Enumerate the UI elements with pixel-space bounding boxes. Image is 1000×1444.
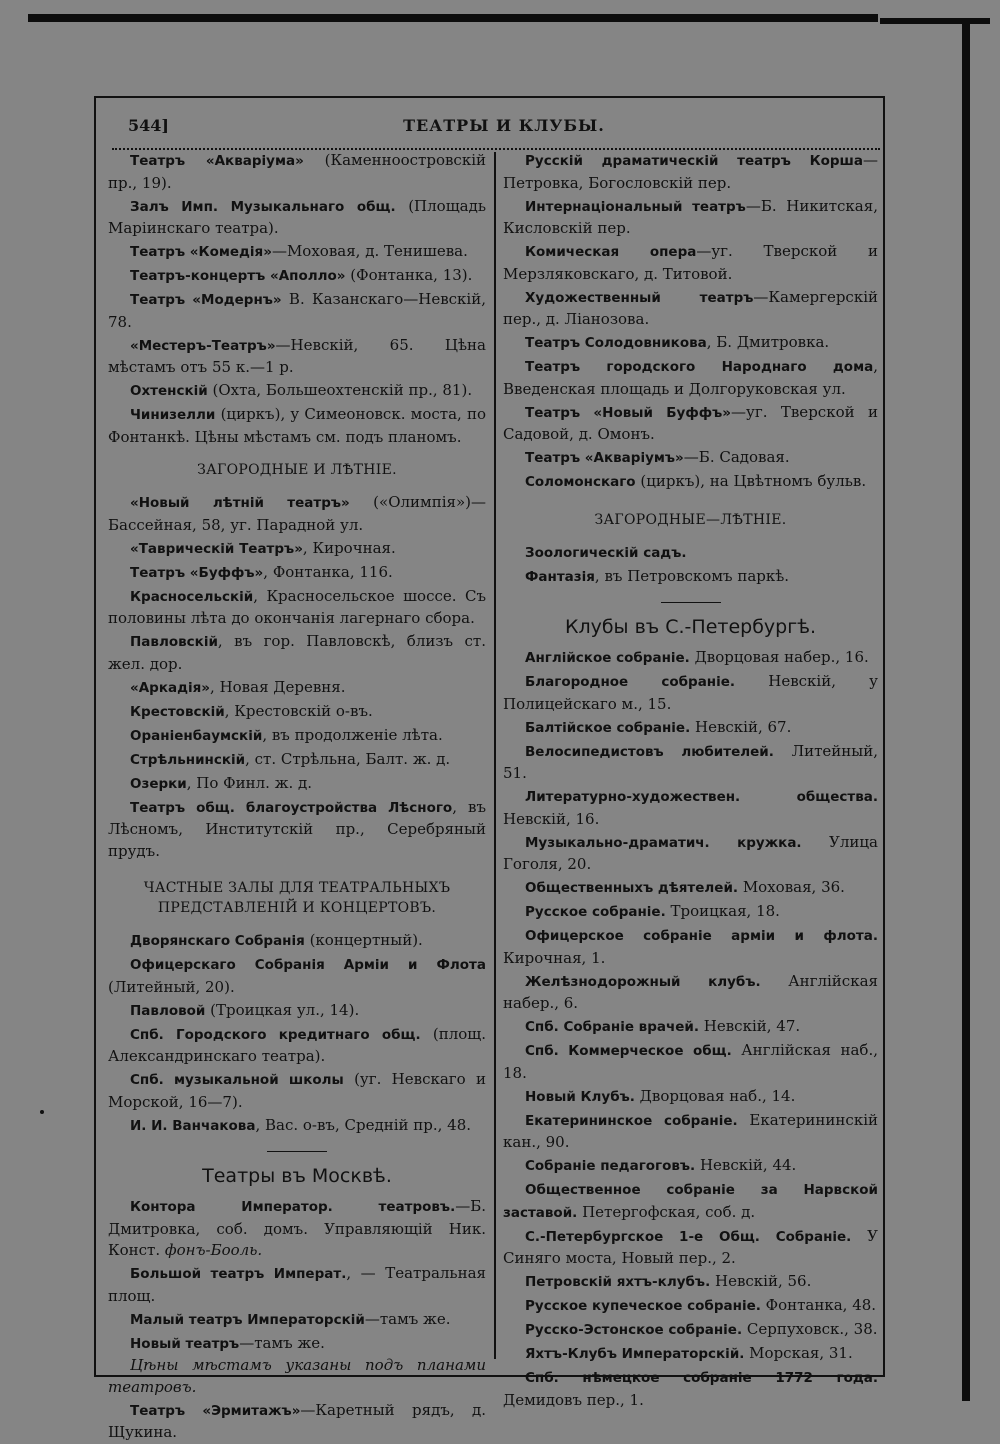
list-item — [503, 901, 878, 924]
list-item — [503, 671, 878, 715]
entry-address: Невскій, 44. — [695, 1156, 797, 1174]
entry-name: Театръ-концертъ «Аполло» — [130, 268, 346, 284]
scan-edge-top — [28, 14, 878, 22]
list-item — [108, 1263, 486, 1307]
entry-address: Невскій, 16. — [503, 809, 600, 828]
entry-name: Русскій драматическій театръ Корша — [525, 153, 863, 169]
entry-address: Демидовъ пер., 1. — [503, 1390, 644, 1409]
moscow-suburban-list — [503, 542, 878, 589]
list-item — [108, 797, 486, 863]
list-item — [503, 287, 878, 331]
entry-address: Фонтанка, 48. — [760, 1296, 877, 1314]
entry-name: Желѣзнодорожный клубъ. — [525, 973, 761, 990]
entry-name: Интернаціональный театръ — [525, 198, 746, 215]
entry-address: , Кирочная. — [302, 538, 396, 557]
entry-name: Новый театръ — [130, 1335, 240, 1352]
entry-name: Спб. Городского кредитнаго общ. — [130, 1026, 421, 1043]
entry-address: —тамъ же. — [364, 1309, 451, 1328]
entry-name: Петровскій яхтъ-клубъ. — [525, 1274, 711, 1290]
entry-address: —Б. Никитская, Кисловскій пер. — [503, 196, 878, 237]
entry-address: —тамъ же. — [239, 1333, 325, 1352]
entry-address: , въ Петровскомъ паркѣ. — [594, 566, 790, 585]
list-item — [108, 701, 486, 724]
entry-address: —Моховая, д. Тенишева. — [271, 242, 468, 260]
entry-name: Новый Клубъ. — [525, 1088, 635, 1105]
moscow-last-entry — [108, 1400, 486, 1444]
entry-address: —уг. Тверской и Садовой, д. Омонъ. — [503, 402, 878, 443]
list-item — [503, 1179, 878, 1224]
list-item — [108, 1069, 486, 1113]
entry-address: (циркъ), у Симеоновск. моста, по Фонтанкѣ. Цѣны мѣстамъ см. подъ планомъ. — [108, 405, 486, 446]
entry-name: Ораніенбаумскій — [130, 727, 263, 744]
entry-address: , Новая Деревня. — [210, 677, 346, 696]
entry-address: , ст. Стрѣльна, Балт. ж. д. — [245, 749, 451, 768]
entry-name: Англійское собраніе. — [525, 650, 690, 666]
list-item — [503, 447, 878, 470]
list-item — [503, 1040, 878, 1084]
list-item — [503, 1226, 878, 1270]
running-title: ТЕАТРЫ И КЛУБЫ. — [403, 116, 605, 135]
entry-address: Литейный, 51. — [503, 741, 878, 782]
list-item — [503, 196, 878, 240]
entry-name: «Новый лѣтній театръ» — [130, 495, 350, 511]
entry-name: Театръ «Акваріумъ» — [525, 450, 684, 466]
list-item — [503, 402, 878, 446]
scan-speck — [40, 1110, 44, 1114]
entry-address: , По Финл. ж. д. — [186, 773, 313, 792]
moscow-theatres-list — [503, 150, 878, 494]
entry-address: Кирочная, 1. — [503, 948, 606, 967]
list-item — [108, 538, 486, 561]
list-item — [108, 1333, 486, 1356]
entry-name: Театръ городского Народнаго дома — [525, 359, 874, 375]
page-header — [128, 116, 880, 140]
list-item — [108, 562, 486, 585]
moscow-list — [108, 1196, 486, 1355]
entry-address: (Каменноостровскій пр., 19). — [108, 151, 486, 192]
list-item — [503, 717, 878, 740]
entry-address: Екатерининскій кан., 90. — [503, 1110, 878, 1151]
clubs-list — [503, 647, 878, 1411]
list-item — [503, 356, 878, 400]
entry-address: Невскій, 67. — [690, 717, 792, 736]
entry-name: Русско-Эстонское собраніе. — [525, 1322, 743, 1338]
list-item — [108, 289, 486, 333]
right-column — [503, 150, 878, 1411]
section-divider-right — [661, 602, 721, 603]
entry-address: (Литейный, 20). — [108, 977, 235, 996]
entry-address: («Олимпія»)—Бассейная, 58, уг. Парадной ул. — [108, 493, 486, 534]
entry-name: Спб. Собраніе врачей. — [525, 1019, 700, 1035]
entry-name: Дворянскаго Собранія — [130, 933, 305, 949]
left-column — [108, 150, 486, 1444]
spb-suburban-list — [108, 492, 486, 862]
entry-address: Серпуховск., 38. — [742, 1320, 878, 1338]
entry-name: Яхтъ-Клубъ Императорскій. — [525, 1346, 745, 1362]
list-item — [108, 1000, 486, 1023]
list-item — [108, 335, 486, 379]
entry-address: , въ гор. Павловскѣ, близъ ст. жел. дор. — [108, 632, 486, 673]
entry-address: —Каретный рядъ, д. Щукина. — [108, 1400, 487, 1441]
entry-address: —уг. Тверской и Мерзляковскаго, д. Титовой. — [503, 242, 878, 283]
entry-name: Красносельскій — [130, 588, 254, 605]
list-item — [503, 1155, 878, 1178]
entry-name: Зоологическій садъ. — [525, 544, 687, 561]
list-item — [108, 1309, 486, 1332]
entry-name: Спб. Коммерческое общ. — [525, 1043, 732, 1059]
list-item — [108, 492, 486, 536]
entry-italic: фонъ-Бооль. — [164, 1241, 263, 1259]
entry-name: Театръ «Новый Буффъ» — [525, 404, 732, 421]
entry-name: Собраніе педагоговъ. — [525, 1158, 696, 1174]
list-item — [108, 150, 486, 194]
entry-name: Русское собраніе. — [525, 904, 666, 920]
entry-address: Англійская наб., 18. — [503, 1041, 878, 1082]
entry-address: , Вас. о-въ, Средній пр., 48. — [255, 1115, 472, 1134]
entry-name: Театръ «Комедія» — [130, 244, 272, 260]
entry-address: Петергофская, соб. д. — [577, 1202, 756, 1221]
entry-name: Малый театръ Императорскій — [130, 1311, 365, 1328]
spb-theatres-list — [108, 150, 486, 448]
entry-name: Литературно-художествен. общества. — [525, 789, 878, 805]
entry-name: И. И. Ванчакова — [130, 1117, 256, 1134]
entry-address: (Троицкая ул., 14). — [205, 1000, 360, 1019]
list-item — [108, 954, 486, 998]
entry-address: Англійская набер., 6. — [503, 971, 878, 1012]
entry-address: Моховая, 36. — [738, 878, 845, 896]
entry-address: , въ Лѣсномъ, Институтскій пр., Серебряный прудъ. — [108, 797, 487, 860]
entry-address: , Фонтанка, 116. — [263, 562, 393, 581]
private-halls-list — [108, 930, 486, 1137]
list-item — [108, 1024, 486, 1068]
list-item — [108, 404, 486, 448]
entry-name: Екатерининское собраніе. — [525, 1112, 738, 1129]
entry-address: Улица Гоголя, 20. — [503, 832, 878, 873]
list-item — [108, 930, 486, 953]
entry-name: Театръ общ. благоустройства Лѣсного — [130, 799, 453, 816]
list-item — [108, 725, 486, 748]
list-item — [503, 1295, 878, 1318]
list-item — [503, 1110, 878, 1154]
entry-name: Русское купеческое собраніе. — [525, 1298, 761, 1314]
list-item — [503, 925, 878, 969]
list-item — [503, 786, 878, 830]
entry-name: Комическая опера — [525, 244, 697, 260]
entry-name: Офицерскаго Собранія Арміи и Флота — [130, 957, 486, 973]
entry-address: (Охта, Большеохтенскій пр., 81). — [207, 381, 473, 399]
entry-name: Павловскій — [130, 634, 218, 650]
entry-address: , Красносельское шоссе. Съ половины лѣта до окончанія лагернаго сбора. — [108, 586, 486, 627]
moscow-price-note: Цѣны мѣстамъ указаны подъ планами театровъ. — [108, 1356, 486, 1396]
list-item — [503, 832, 878, 876]
entry-address: В. Казанскаго—Невскій, 78. — [108, 290, 486, 331]
list-item — [503, 1343, 878, 1366]
list-item — [503, 332, 878, 355]
list-item — [503, 971, 878, 1015]
entry-name: Залъ Имп. Музыкальнаго общ. — [130, 198, 396, 215]
entry-address: Невскій, 47. — [699, 1017, 801, 1035]
entry-name: Чинизелли — [130, 407, 216, 423]
entry-address: , Б. Дмитровка. — [706, 333, 830, 351]
entry-address: , Крестовскій о-въ. — [224, 701, 373, 720]
section-divider — [267, 1151, 327, 1152]
list-item — [108, 773, 486, 796]
entry-name: С.-Петербургское 1-е Общ. Собраніе. — [525, 1228, 852, 1245]
entry-address: —Камергерскій пер., д. Ліанозова. — [503, 287, 878, 328]
list-item — [503, 1086, 878, 1109]
list-item — [503, 1016, 878, 1039]
list-item — [503, 877, 878, 900]
page-number: 544] — [128, 116, 169, 135]
entry-address: (Фонтанка, 13). — [345, 266, 473, 284]
entry-name: Охтенскій — [130, 383, 208, 399]
list-item — [503, 647, 878, 670]
heading-private-halls: ЧАСТНЫЕ ЗАЛЫ ДЛЯ ТЕАТРАЛЬНЫХЪ ПРЕДСТАВЛЕНІЙ И КОНЦЕРТОВЪ. — [143, 880, 451, 916]
entry-address: Морская, 31. — [744, 1344, 853, 1362]
entry-name: Театръ «Буффъ» — [130, 564, 264, 581]
entry-name: Крестовскій — [130, 703, 225, 720]
list-item — [503, 471, 878, 494]
entry-address: Троицкая, 18. — [665, 902, 780, 920]
entry-address: , — Театральная площ. — [108, 1264, 486, 1305]
entry-address: Дворцовая набер., 16. — [689, 648, 869, 666]
entry-name: Контора Император. театровъ. — [130, 1199, 456, 1215]
entry-name: Благородное собраніе. — [525, 674, 736, 690]
entry-name: Спб. нѣмецкое собраніе 1772 года. — [525, 1370, 878, 1386]
entry-address: Невскій, 56. — [710, 1272, 812, 1290]
list-item — [503, 1271, 878, 1294]
entry-name: Общественное собраніе за Нарвской заставой. — [503, 1182, 878, 1221]
list-item — [503, 566, 878, 589]
entry-address: (циркъ), на Цвѣтномъ бульв. — [635, 472, 867, 490]
heading-suburban-moscow: ЗАГОРОДНЫЕ—ЛѢТНІЕ. — [594, 511, 787, 528]
entry-name: Стрѣльнинскій — [130, 751, 246, 768]
list-item — [108, 1115, 486, 1138]
entry-name: «Местеръ-Театръ» — [130, 337, 276, 354]
scan-edge-right — [962, 18, 970, 1401]
entry-address: , Введенская площадь и Долгоруковская ул. — [503, 357, 878, 398]
entry-name: Художественный театръ — [525, 289, 754, 306]
entry-name: Соломонскаго — [525, 474, 636, 490]
list-item — [108, 196, 486, 240]
list-item — [503, 150, 878, 194]
scan-edge-top-right — [880, 18, 990, 24]
entry-name: «Аркадія» — [130, 679, 211, 696]
list-item — [108, 677, 486, 700]
list-item — [108, 241, 486, 264]
list-item — [503, 1367, 878, 1411]
list-item — [108, 749, 486, 772]
entry-address: Невскій, у Полицейскаго м., 15. — [503, 672, 878, 713]
entry-name: Велосипедистовъ любителей. — [525, 743, 774, 760]
entry-address: —Б. Дмитровка, соб. домъ. Управляющій Ник. Конст. — [108, 1197, 486, 1259]
entry-address: —Б. Садовая. — [683, 448, 790, 466]
list-item — [108, 265, 486, 288]
entry-name: Балтійское собраніе. — [525, 719, 691, 736]
entry-name: Офицерское собраніе арміи и флота. — [525, 928, 878, 944]
entry-address: (Площадь Маріинскаго театра). — [108, 196, 486, 237]
entry-name: Театръ «Модернъ» — [130, 292, 282, 308]
entry-name: Театръ Солодовникова — [525, 335, 707, 351]
entry-name: Большой театръ Императ. — [130, 1266, 347, 1282]
entry-address: (концертный). — [304, 931, 423, 949]
entry-name: Общественныхъ дѣятелей. — [525, 880, 739, 896]
list-item — [108, 586, 486, 630]
list-item — [108, 631, 486, 675]
heading-suburban-spb: ЗАГОРОДНЫЕ И ЛѢТНІЕ. — [197, 462, 397, 478]
list-item — [108, 380, 486, 403]
column-divider — [494, 152, 496, 1359]
moscow-title: Театры въ Москвѣ. — [202, 1165, 392, 1187]
clubs-title: Клубы въ С.-Петербургѣ. — [564, 616, 817, 638]
entry-name: Театръ «Эрмитажъ» — [130, 1402, 301, 1419]
entry-address: —Невскій, 65. Цѣна мѣстамъ отъ 55 к.—1 р. — [108, 335, 486, 376]
list-item — [503, 741, 878, 785]
entry-address: , въ продолженіе лѣта. — [262, 725, 443, 744]
entry-name: «Таврическій Театръ» — [130, 540, 303, 557]
list-item — [503, 1319, 878, 1342]
entry-name: Фантазія — [525, 568, 595, 585]
entry-address: У Синяго моста, Новый пер., 2. — [503, 1226, 879, 1267]
entry-address: Дворцовая наб., 14. — [634, 1086, 796, 1105]
entry-name: Озерки — [130, 775, 187, 792]
list-item — [108, 1196, 486, 1262]
header-rule — [112, 140, 880, 150]
entry-name: Музыкально-драматич. кружка. — [525, 834, 802, 851]
entry-address: —Петровка, Богословскій пер. — [503, 151, 878, 192]
entry-address: (площ. Александринскаго театра). — [108, 1024, 487, 1065]
entry-address: (уг. Невскаго и Морской, 16—7). — [108, 1070, 486, 1111]
entry-name: Театръ «Акваріума» — [130, 153, 304, 169]
entry-name: Павловой — [130, 1002, 206, 1019]
list-item — [503, 241, 878, 285]
list-item — [503, 542, 878, 565]
entry-name: Спб. музыкальной школы — [130, 1072, 344, 1088]
